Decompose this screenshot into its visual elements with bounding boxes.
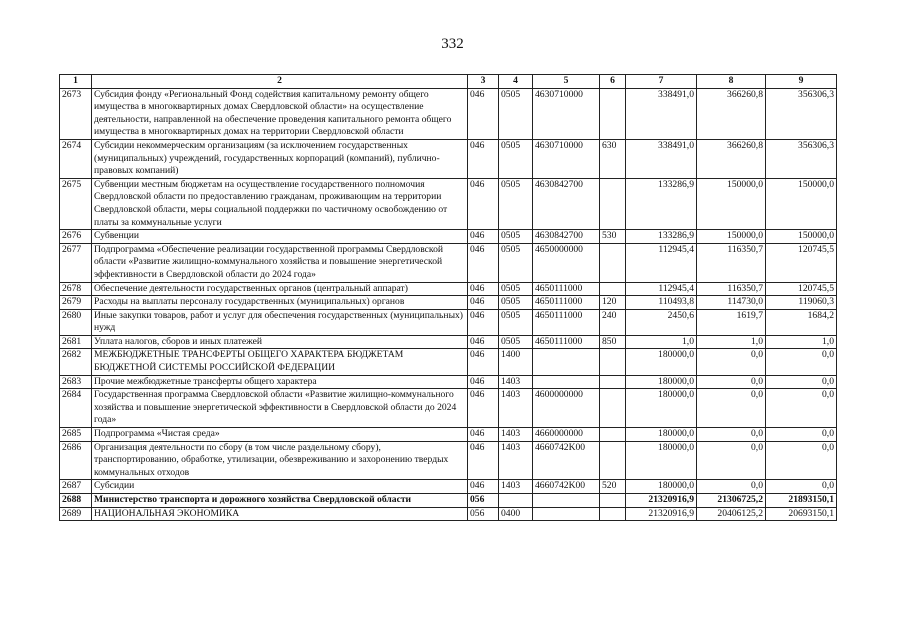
row-col3: 046 [468,375,499,389]
row-amount-9: 21893150,1 [766,494,837,508]
row-amount-7: 21320916,9 [626,507,697,521]
row-col3: 046 [468,88,499,139]
page-number: 332 [441,36,464,52]
col-header-5: 5 [533,75,600,89]
row-number: 2675 [60,178,92,229]
row-col6 [600,428,626,442]
row-amount-8: 0,0 [697,428,766,442]
row-col4: 0505 [499,88,533,139]
row-amount-9: 0,0 [766,349,837,375]
row-col6: 850 [600,335,626,349]
row-amount-8: 21306725,2 [697,494,766,508]
row-col6 [600,178,626,229]
row-amount-9: 150000,0 [766,230,837,244]
table-row [60,375,837,389]
row-amount-7: 338491,0 [626,139,697,178]
row-col4: 0400 [499,507,533,521]
row-amount-8: 150000,0 [697,230,766,244]
row-col6 [600,375,626,389]
row-col5: 4660742K00 [533,441,600,480]
row-col4: 1403 [499,375,533,389]
table-row [60,178,837,229]
col-header-3: 3 [468,75,499,89]
row-col6: 530 [600,230,626,244]
row-name: Государственная программа Свердловской области «Развитие жилищно-коммунального хозяйства и повышение энергетической эффективности в Свердловской области до 2024 года» [92,389,468,428]
row-col3: 046 [468,480,499,494]
row-amount-8: 0,0 [697,480,766,494]
row-amount-7: 112945,4 [626,243,697,282]
row-col4: 0505 [499,243,533,282]
row-name: Уплата налогов, сборов и иных платежей [92,335,468,349]
row-name: НАЦИОНАЛЬНАЯ ЭКОНОМИКА [92,507,468,521]
row-col6 [600,243,626,282]
table-row [60,296,837,310]
row-col3: 046 [468,309,499,335]
row-name: Субвенции [92,230,468,244]
row-amount-8: 0,0 [697,349,766,375]
row-amount-7: 338491,0 [626,88,697,139]
row-amount-7: 180000,0 [626,441,697,480]
row-name: МЕЖБЮДЖЕТНЫЕ ТРАНСФЕРТЫ ОБЩЕГО ХАРАКТЕРА БЮДЖЕТАМ БЮДЖЕТНОЙ СИСТЕМЫ РОССИЙСКОЙ ФЕДЕРАЦИИ [92,349,468,375]
row-col5: 4630710000 [533,88,600,139]
row-col5: 4630842700 [533,178,600,229]
row-name: Субсидии [92,480,468,494]
row-col6: 120 [600,296,626,310]
table-row [60,230,837,244]
col-header-2: 2 [92,75,468,89]
row-number: 2673 [60,88,92,139]
row-col3: 046 [468,335,499,349]
row-col4: 1403 [499,428,533,442]
row-col5 [533,507,600,521]
row-name: Иные закупки товаров, работ и услуг для обеспечения государственных (муниципальных) нужд [92,309,468,335]
table-row [60,480,837,494]
row-col3: 056 [468,507,499,521]
table-row [60,389,837,428]
row-amount-8: 150000,0 [697,178,766,229]
row-col6 [600,389,626,428]
row-amount-9: 0,0 [766,389,837,428]
table-row [60,428,837,442]
row-col3: 046 [468,139,499,178]
row-amount-9: 120745,5 [766,243,837,282]
row-amount-7: 112945,4 [626,282,697,296]
row-amount-9: 120745,5 [766,282,837,296]
row-amount-7: 110493,8 [626,296,697,310]
row-col6: 520 [600,480,626,494]
row-amount-7: 180000,0 [626,375,697,389]
row-amount-9: 119060,3 [766,296,837,310]
row-col4: 0505 [499,139,533,178]
col-header-8: 8 [697,75,766,89]
table-row [60,309,837,335]
row-number: 2677 [60,243,92,282]
row-col3: 046 [468,296,499,310]
col-header-4: 4 [499,75,533,89]
table-row [60,507,837,521]
row-amount-9: 0,0 [766,441,837,480]
row-amount-7: 1,0 [626,335,697,349]
row-col4: 0505 [499,309,533,335]
row-col4: 1403 [499,480,533,494]
row-amount-9: 0,0 [766,375,837,389]
row-name: Обеспечение деятельности государственных органов (центральный аппарат) [92,282,468,296]
row-col5 [533,349,600,375]
row-amount-9: 356306,3 [766,88,837,139]
col-header-6: 6 [600,75,626,89]
row-col3: 046 [468,441,499,480]
row-amount-8: 0,0 [697,389,766,428]
row-amount-7: 180000,0 [626,480,697,494]
row-col4: 0505 [499,282,533,296]
row-col5: 4650111000 [533,282,600,296]
row-amount-8: 0,0 [697,375,766,389]
row-col3: 046 [468,178,499,229]
row-col4: 0505 [499,296,533,310]
row-amount-8: 366260,8 [697,88,766,139]
table-row [60,494,837,508]
row-name: Организация деятельности по сбору (в том числе раздельному сбору), транспортированию, обработке, утилизации, обезвреживанию и захоронению твердых коммунальных отходов [92,441,468,480]
row-col6: 630 [600,139,626,178]
row-amount-9: 0,0 [766,480,837,494]
row-amount-8: 20406125,2 [697,507,766,521]
row-number: 2679 [60,296,92,310]
row-col5: 4660742K00 [533,480,600,494]
row-name: Прочие межбюджетные трансферты общего характера [92,375,468,389]
row-number: 2678 [60,282,92,296]
row-col5: 4650111000 [533,335,600,349]
row-col3: 046 [468,428,499,442]
row-number: 2688 [60,494,92,508]
row-col3: 046 [468,282,499,296]
row-col6: 240 [600,309,626,335]
table-row [60,335,837,349]
row-col5: 4600000000 [533,389,600,428]
row-number: 2674 [60,139,92,178]
row-amount-7: 133286,9 [626,230,697,244]
row-amount-7: 180000,0 [626,389,697,428]
row-col5: 4630842700 [533,230,600,244]
budget-table [59,74,837,521]
table-row [60,282,837,296]
row-amount-9: 1684,2 [766,309,837,335]
row-col6 [600,494,626,508]
row-amount-8: 114730,0 [697,296,766,310]
row-col6 [600,441,626,480]
row-col5: 4660000000 [533,428,600,442]
row-col6 [600,349,626,375]
row-amount-8: 116350,7 [697,282,766,296]
row-amount-8: 1619,7 [697,309,766,335]
row-amount-7: 180000,0 [626,428,697,442]
row-amount-7: 21320916,9 [626,494,697,508]
row-amount-9: 1,0 [766,335,837,349]
row-name: Подпрограмма «Обеспечение реализации государственной программы Свердловской области «Развитие жилищно-коммунального хозяйства и повышение энергетической эффективности в Свердловской области до 2024 года» [92,243,468,282]
row-number: 2682 [60,349,92,375]
row-col5: 4650111000 [533,309,600,335]
row-number: 2687 [60,480,92,494]
row-col4: 1400 [499,349,533,375]
row-col5: 4650000000 [533,243,600,282]
row-name: Субсидия фонду «Региональный Фонд содействия капитальному ремонту общего имущества в многоквартирных домах Свердловской области» на осуществление деятельности, направленной на обеспечение проведения капитального ремонта общего имущества в многоквартирных домах на территории Свердловской области [92,88,468,139]
row-col6 [600,507,626,521]
row-col3: 056 [468,494,499,508]
row-col6 [600,88,626,139]
row-col5 [533,375,600,389]
col-header-9: 9 [766,75,837,89]
row-amount-7: 133286,9 [626,178,697,229]
row-name: Субсидии некоммерческим организациям (за исключением государственных (муниципальных) учреждений, государственных корпораций (компаний), публично-правовых компаний) [92,139,468,178]
row-number: 2676 [60,230,92,244]
row-amount-9: 20693150,1 [766,507,837,521]
table-row [60,243,837,282]
row-amount-8: 366260,8 [697,139,766,178]
row-col4: 0505 [499,335,533,349]
table-row [60,441,837,480]
row-name: Министерство транспорта и дорожного хозяйства Свердловской области [92,494,468,508]
row-col3: 046 [468,230,499,244]
row-col4: 0505 [499,178,533,229]
row-col4: 0505 [499,230,533,244]
table-row [60,88,837,139]
row-number: 2680 [60,309,92,335]
row-amount-9: 356306,3 [766,139,837,178]
row-number: 2685 [60,428,92,442]
row-amount-8: 116350,7 [697,243,766,282]
row-col3: 046 [468,349,499,375]
row-col4 [499,494,533,508]
row-col3: 046 [468,389,499,428]
row-amount-7: 180000,0 [626,349,697,375]
row-number: 2681 [60,335,92,349]
row-name: Субвенции местным бюджетам на осуществление государственного полномочия Свердловской области по предоставлению гражданам, проживающим на территории Свердловской области, меры социальной поддержки по частичному освобождению от платы за коммунальные услуги [92,178,468,229]
table-row [60,139,837,178]
col-header-7: 7 [626,75,697,89]
row-amount-9: 0,0 [766,428,837,442]
row-number: 2683 [60,375,92,389]
row-number: 2684 [60,389,92,428]
row-col6 [600,282,626,296]
row-amount-8: 1,0 [697,335,766,349]
row-amount-9: 150000,0 [766,178,837,229]
row-col5: 4630710000 [533,139,600,178]
table-row [60,349,837,375]
table-header-row [60,75,837,89]
row-col5: 4650111000 [533,296,600,310]
row-col5 [533,494,600,508]
row-number: 2689 [60,507,92,521]
row-col3: 046 [468,243,499,282]
row-amount-8: 0,0 [697,441,766,480]
col-header-1: 1 [60,75,92,89]
row-col4: 1403 [499,389,533,428]
row-name: Расходы на выплаты персоналу государственных (муниципальных) органов [92,296,468,310]
row-col4: 1403 [499,441,533,480]
row-amount-7: 2450,6 [626,309,697,335]
row-name: Подпрограмма «Чистая среда» [92,428,468,442]
row-number: 2686 [60,441,92,480]
